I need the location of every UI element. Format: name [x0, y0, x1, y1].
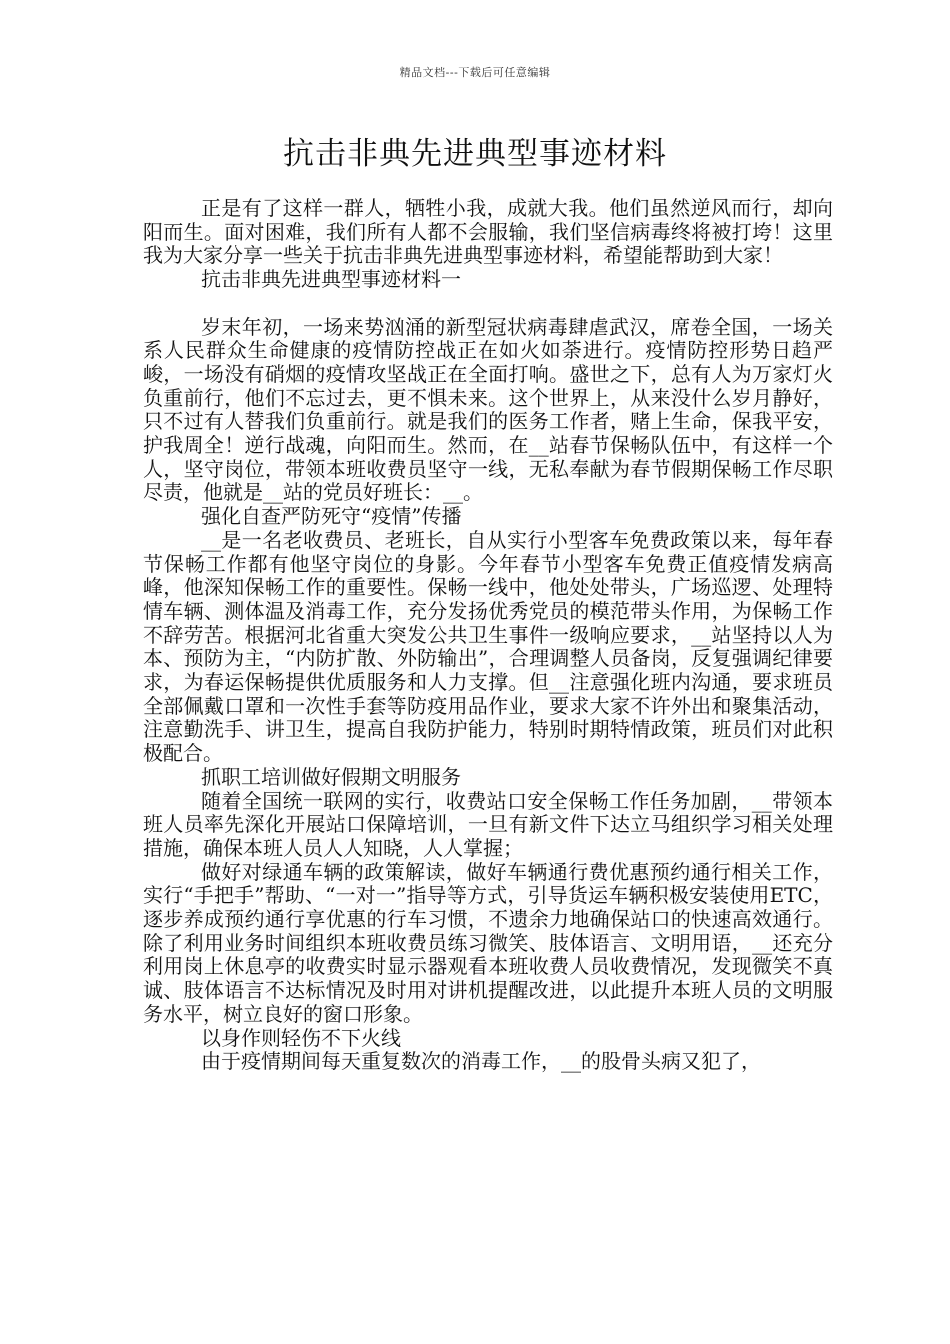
page-header: 精品文档---下载后可任意编辑	[399, 66, 551, 79]
intro-paragraph: 正是有了这样一群人，牺牲小我，成就大我。他们虽然逆风而行，却向阳而生。面对困难，我们所有人都不会服输，我们坚信病毒终将被打垮！这里我为大家分享一些关于抗击非典先进典型事迹材料，希望能帮助到大家！	[143, 196, 833, 268]
subheading-self-inspection: 强化自查严防死守“疫情”传播	[201, 504, 462, 529]
subheading-staff-training: 抓职工培训做好假期文明服务	[201, 764, 461, 789]
body-paragraph: 由于疫情期间每天重复数次的消毒工作，__的股骨头病又犯了，	[201, 1049, 761, 1074]
blank-line	[143, 292, 833, 316]
body-paragraph: 随着全国统一联网的实行，收费站口安全保畅工作任务加剧，__带领本班人员率先深化开展站口保障培训，一旦有新文件下达立马组织学习相关处理措施，确保本班人员人人知晓，人人掌握；	[143, 788, 833, 860]
body-paragraph: __是一名老收费员、老班长，自从实行小型客车免费政策以来，每年春节保畅工作都有他坚守岗位的身影。今年春节小型客车免费正值疫情发病高峰，他深知保畅工作的重要性。保畅一线中，他处处带头，广场巡逻、处理特情车辆、测体温及消毒工作，充分发扬优秀党员的模范带头作用，为保畅工作不辞劳苦。根据河北省重大突发公共卫生事件一级响应要求，__站坚持以人为本、预防为主，“内防扩散、外防输出”，合理调整人员备岗，反复强调纪律要求，为春运保畅提供优质服务和人力支撑。但__注意强化班内沟通，要求班员全部佩戴口罩和一次性手套等防疫用品作业，要求大家不许外出和聚集活动，注意勤洗手、讲卫生，提高自我防护能力，特别时期特情政策，班员们对此积极配合。	[143, 527, 833, 766]
body-paragraph: 做好对绿通车辆的政策解读，做好车辆通行费优惠预约通行相关工作，实行“手把手”帮助、“一对一”指导等方式，引导货运车辆积极安装使用ETC，逐步养成预约通行享优惠的行车习惯，不遗余力地确保站口的快速高效通行。除了利用业务时间组织本班收费员练习微笑、肢体语言、文明用语，__还充分利用岗上休息亭的收费实时显示器观看本班收费人员收费情况，发现微笑不真诚、肢体语言不达标情况及时用对讲机提醒改进，以此提升本班人员的文明服务水平，树立良好的窗口形象。	[143, 859, 833, 1026]
subheading-lead-by-example: 以身作则轻伤不下火线	[201, 1025, 401, 1050]
section-heading-1: 抗击非典先进典型事迹材料一	[201, 267, 461, 292]
body-paragraph: 岁末年初，一场来势汹涌的新型冠状病毒肆虐武汉，席卷全国，一场关系人民群众生命健康的疫情防控战正在如火如荼进行。疫情防控形势日趋严峻，一场没有硝烟的疫情攻坚战正在全面打响。盛世之下，总有人为万家灯火负重前行，他们不忘过去，更不惧未来。这个世界上，从来没什么岁月静好，只不过有人替我们负重前行。就是我们的医务工作者，赌上生命，保我平安，护我周全！逆行战魂，向阳而生。然而，在__站春节保畅队伍中，有这样一个人，坚守岗位，带领本班收费员坚守一线，无私奉献为春节假期保畅工作尽职尽责，他就是__站的党员好班长：__。	[143, 314, 833, 505]
document-title: 抗击非典先进典型事迹材料	[283, 136, 667, 172]
document-body	[143, 197, 833, 1074]
